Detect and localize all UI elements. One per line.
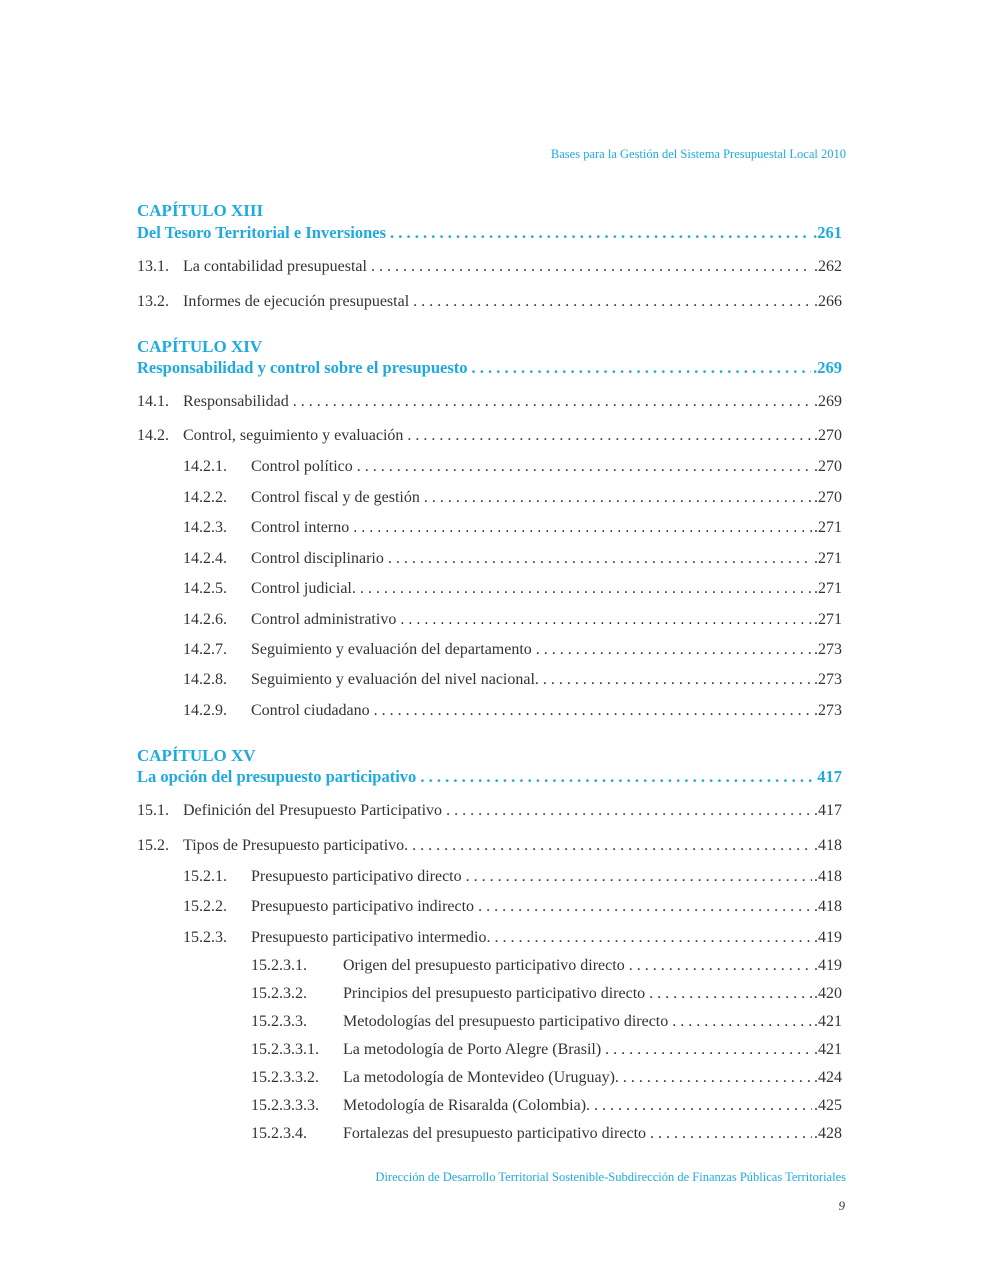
entry-number: 15.2.3.3.1. <box>251 1041 319 1058</box>
entry-title: Control ciudadano <box>251 702 370 719</box>
entry-title: Responsabilidad <box>183 393 289 410</box>
page-ref: .421 <box>814 1041 842 1058</box>
page-ref: .271 <box>814 519 842 536</box>
chapter-xiii-title-row[interactable] <box>137 223 842 245</box>
entry-number: 15.2. <box>137 837 169 854</box>
entry-title: Metodología de Risaralda (Colombia). <box>343 1097 591 1114</box>
chapter-xv-label: CAPÍTULO XV <box>137 746 256 765</box>
page-ref: .271 <box>814 611 842 628</box>
dot-leader <box>360 580 812 598</box>
dot-leader <box>536 641 812 659</box>
entry-number: 13.1. <box>137 258 169 275</box>
entry-title: Control judicial. <box>251 580 356 597</box>
page-ref: .261 <box>813 223 842 242</box>
page-ref: .270 <box>814 458 842 475</box>
dot-leader <box>388 550 812 568</box>
running-header: Bases para la Gestión del Sistema Presupuestal Local 2010 <box>550 147 846 161</box>
entry-title: Control político <box>251 458 353 475</box>
page-ref: .424 <box>814 1069 842 1086</box>
entry-number: 14.2.8. <box>183 671 227 688</box>
entry-number: 15.2.3.2. <box>251 985 307 1002</box>
page-ref: .273 <box>814 641 842 658</box>
toc-entry-15-2-3-3-2[interactable] <box>137 1069 842 1091</box>
entry-title: Control interno <box>251 519 350 536</box>
page-ref: .419 <box>814 957 842 974</box>
page-ref: .425 <box>814 1097 842 1114</box>
dot-leader <box>495 929 813 947</box>
toc-entry-14-2-5[interactable] <box>137 580 842 602</box>
toc-entry-15-2-3-3-3[interactable] <box>137 1097 842 1119</box>
dot-leader <box>420 767 815 787</box>
entry-title: Tipos de Presupuesto participativo. <box>183 837 409 854</box>
toc-entry-14-2[interactable] <box>137 427 842 449</box>
entry-number: 14.2.3. <box>183 519 227 536</box>
entry-number: 14.2. <box>137 427 169 444</box>
entry-number: 14.1. <box>137 393 169 410</box>
dot-leader <box>649 985 812 1003</box>
toc-entry-15-2-3-1[interactable] <box>137 957 842 979</box>
dot-leader <box>293 393 812 411</box>
toc-entry-14-2-3[interactable] <box>137 519 842 541</box>
dot-leader <box>400 611 812 629</box>
dot-leader <box>466 868 812 886</box>
entry-number: 15.2.2. <box>183 898 227 915</box>
entry-number: 14.2.5. <box>183 580 227 597</box>
running-footer: Dirección de Desarrollo Territorial Sostenible-Subdirección de Finanzas Públicas Territoriales <box>375 1170 846 1184</box>
chapter-title: Del Tesoro Territorial e Inversiones <box>137 223 387 242</box>
dot-leader <box>623 1069 812 1087</box>
entry-number: 13.2. <box>137 293 169 310</box>
page-ref: .428 <box>814 1125 842 1142</box>
dot-leader <box>412 837 812 855</box>
page-ref: .421 <box>814 1013 842 1030</box>
entry-number: 15.2.3. <box>183 929 227 946</box>
toc-entry-15-2-3[interactable] <box>137 929 842 951</box>
chapter-title: Responsabilidad y control sobre el presupuesto <box>137 358 468 377</box>
entry-title: La metodología de Montevideo (Uruguay). <box>343 1069 619 1086</box>
entry-title: La metodología de Porto Alegre (Brasil) <box>343 1041 602 1058</box>
dot-leader <box>446 802 812 820</box>
toc-entry-13-1[interactable] <box>137 258 842 280</box>
dot-leader <box>629 957 812 975</box>
entry-number: 15.2.3.3.2. <box>251 1069 319 1086</box>
entry-title: Origen del presupuesto participativo directo <box>343 957 625 974</box>
entry-number: 14.2.9. <box>183 702 227 719</box>
entry-number: 14.2.2. <box>183 489 227 506</box>
entry-number: 15.2.3.4. <box>251 1125 307 1142</box>
entry-number: 14.2.4. <box>183 550 227 567</box>
toc-entry-14-2-4[interactable] <box>137 550 842 572</box>
entry-title: Fortalezas del presupuesto participativo directo <box>343 1125 647 1142</box>
toc-entry-14-2-8[interactable] <box>137 671 842 693</box>
chapter-title: La opción del presupuesto participativo <box>137 767 417 786</box>
page-ref: .273 <box>814 702 842 719</box>
page-ref: .271 <box>814 580 842 597</box>
entry-title: Seguimiento y evaluación del departamento <box>251 641 532 658</box>
entry-number: 15.2.1. <box>183 868 227 885</box>
entry-number: 14.2.6. <box>183 611 227 628</box>
entry-title: Control administrativo <box>251 611 397 628</box>
toc-entry-14-2-9[interactable] <box>137 702 842 724</box>
page-ref: .266 <box>814 293 842 310</box>
toc-entry-14-2-1[interactable] <box>137 458 842 480</box>
dot-leader <box>424 489 812 507</box>
entry-number: 15.1. <box>137 802 169 819</box>
entry-number: 14.2.1. <box>183 458 227 475</box>
dot-leader <box>605 1041 812 1059</box>
page-ref: .418 <box>814 868 842 885</box>
dot-leader <box>650 1125 812 1143</box>
dot-leader <box>672 1013 812 1031</box>
page-number: 9 <box>838 1198 845 1213</box>
dot-leader <box>594 1097 812 1115</box>
page-ref: .420 <box>814 985 842 1002</box>
dot-leader <box>478 898 812 916</box>
chapter-xiii-label: CAPÍTULO XIII <box>137 201 264 220</box>
entry-title: Presupuesto participativo indirecto <box>251 898 475 915</box>
entry-title: Control fiscal y de gestión <box>251 489 420 506</box>
toc-entry-13-2[interactable] <box>137 293 842 315</box>
toc-entry-15-2-2[interactable] <box>137 898 842 920</box>
page-ref: .269 <box>813 358 842 377</box>
entry-title: Informes de ejecución presupuestal <box>183 293 410 310</box>
toc-entry-14-1[interactable] <box>137 393 842 415</box>
page-ref: .417 <box>814 802 842 819</box>
page-ref: .418 <box>814 837 842 854</box>
chapter-xiv-title-row[interactable] <box>137 358 842 380</box>
entry-title: Presupuesto participativo directo <box>251 868 462 885</box>
dot-leader <box>371 258 812 276</box>
toc-entry-15-2-3-3-1[interactable] <box>137 1041 842 1063</box>
toc-entry-15-2[interactable] <box>137 837 842 859</box>
page-ref: .270 <box>814 427 842 444</box>
toc-entry-15-1[interactable] <box>137 802 842 824</box>
page-ref: .273 <box>814 671 842 688</box>
entry-title: Control, seguimiento y evaluación <box>183 427 404 444</box>
chapter-xv-title-row[interactable] <box>137 767 842 789</box>
entry-title: Metodologías del presupuesto participativo directo <box>343 1013 669 1030</box>
page-ref: 417 <box>817 767 842 786</box>
entry-number: 14.2.7. <box>183 641 227 658</box>
page-ref: .418 <box>814 898 842 915</box>
dot-leader <box>407 427 812 445</box>
entry-title: Control disciplinario <box>251 550 384 567</box>
dot-leader <box>543 671 812 689</box>
entry-number: 15.2.3.1. <box>251 957 307 974</box>
page-ref: .262 <box>814 258 842 275</box>
page-ref: .419 <box>814 929 842 946</box>
dot-leader <box>413 293 812 311</box>
page-ref: .269 <box>814 393 842 410</box>
entry-title: Seguimiento y evaluación del nivel nacional. <box>251 671 539 688</box>
dot-leader <box>353 519 812 537</box>
entry-number: 15.2.3.3.3. <box>251 1097 319 1114</box>
chapter-xiv-label: CAPÍTULO XIV <box>137 337 263 356</box>
toc-entry-15-2-1[interactable] <box>137 868 842 890</box>
toc-entry-14-2-6[interactable] <box>137 611 842 633</box>
entry-title: La contabilidad presupuestal <box>183 258 367 275</box>
toc-entry-15-2-3-4[interactable] <box>137 1125 842 1147</box>
page-ref: .270 <box>814 489 842 506</box>
dot-leader <box>390 223 811 243</box>
toc-entry-14-2-7[interactable] <box>137 641 842 663</box>
dot-leader <box>357 458 812 476</box>
entry-title: Presupuesto participativo intermedio. <box>251 929 491 946</box>
toc-entry-14-2-2[interactable] <box>137 489 842 511</box>
entry-title: Definición del Presupuesto Participativo <box>183 802 443 819</box>
page-ref: .271 <box>814 550 842 567</box>
entry-title: Principios del presupuesto participativo directo <box>343 985 646 1002</box>
dot-leader <box>472 358 812 378</box>
toc-entry-15-2-3-3[interactable] <box>137 1013 842 1035</box>
toc-entry-15-2-3-2[interactable] <box>137 985 842 1007</box>
entry-number: 15.2.3.3. <box>251 1013 307 1030</box>
dot-leader <box>374 702 812 720</box>
